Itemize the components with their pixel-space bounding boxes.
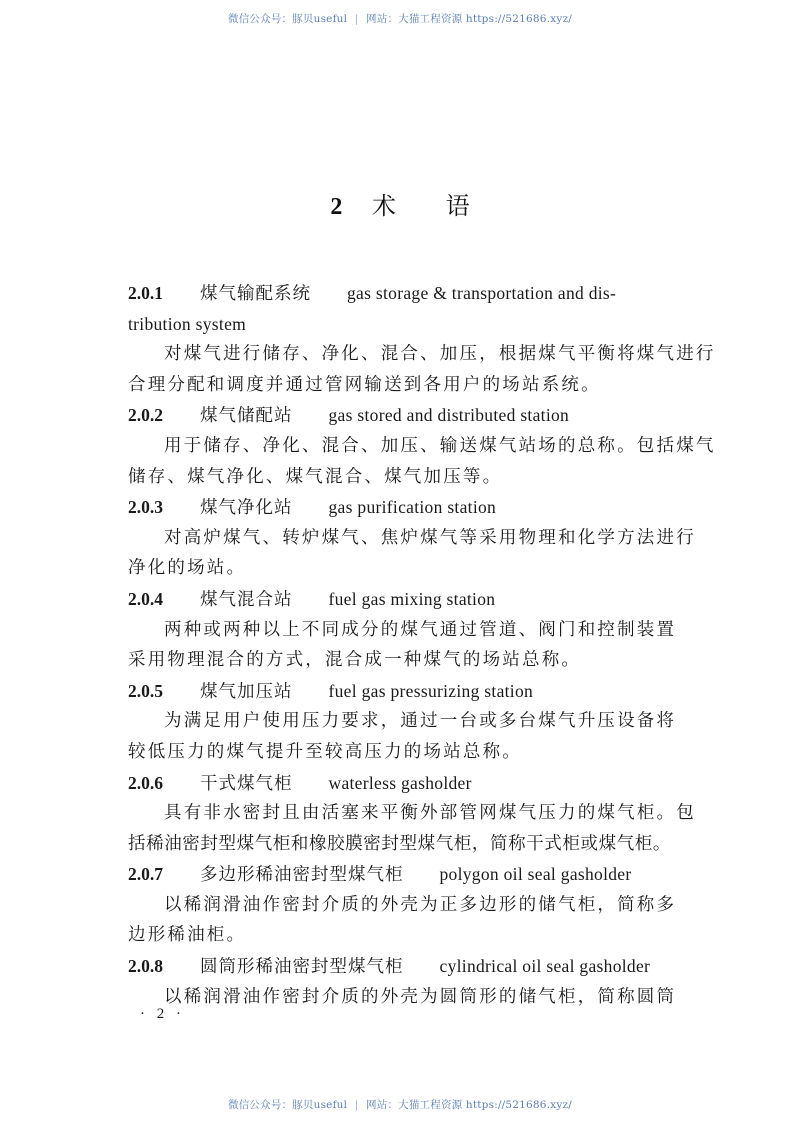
term-en: gas storage & transportation and dis- xyxy=(347,283,617,303)
term-heading xyxy=(128,951,688,982)
term-en: fuel gas mixing station xyxy=(328,588,496,609)
term-en: cylindrical oil seal gasholder xyxy=(439,956,651,977)
term-definition: 用于储存、净化、混合、加压、输送煤气站场的总称。包括煤气 xyxy=(164,435,716,456)
watermark-bottom xyxy=(0,1097,800,1112)
term-definition: 储存、煤气净化、煤气混合、煤气加压等。 xyxy=(128,466,503,487)
term-heading xyxy=(128,676,688,707)
chapter-title-char1: 术 xyxy=(372,192,396,220)
term-code: 2.0.3 xyxy=(128,497,163,518)
term-definition: 较低压力的煤气提升至较高压力的场站总称。 xyxy=(128,741,522,762)
term-heading xyxy=(128,278,688,309)
term-definition: 对高炉煤气、转炉煤气、焦炉煤气等采用物理和化学方法进行 xyxy=(164,527,696,548)
term-code: 2.0.8 xyxy=(128,956,163,977)
term-zh: 煤气输配系统 xyxy=(200,284,311,304)
chapter-title-char2: 语 xyxy=(445,192,470,220)
term-heading xyxy=(128,768,688,799)
watermark-separator: | xyxy=(354,13,359,25)
term-definition: 边形稀油柜。 xyxy=(128,925,247,946)
term-definition: 对煤气进行储存、净化、混合、加压，根据煤气平衡将煤气进行 xyxy=(164,344,716,365)
term-heading xyxy=(128,859,688,890)
watermark-wechat: 微信公众号：豚贝useful xyxy=(228,1099,348,1111)
term-heading xyxy=(128,492,688,523)
term-heading xyxy=(128,584,688,615)
watermark-top xyxy=(0,11,800,26)
term-en-continued: tribution system xyxy=(128,313,247,334)
term-definition: 括稀油密封型煤气柜和橡胶膜密封型煤气柜，简称干式柜或煤气柜。 xyxy=(128,833,671,854)
term-code: 2.0.4 xyxy=(128,588,163,609)
term-en: polygon oil seal gasholder xyxy=(439,864,632,885)
term-code: 2.0.6 xyxy=(128,772,163,793)
term-en: gas purification station xyxy=(328,497,497,518)
term-definition: 为满足用户使用压力要求，通过一台或多台煤气升压设备将 xyxy=(164,711,677,732)
term-zh: 煤气净化站 xyxy=(200,498,293,519)
term-definition: 以稀润滑油作密封介质的外壳为正多边形的储气柜，简称多 xyxy=(164,894,677,915)
term-en: waterless gasholder xyxy=(328,772,472,793)
term-definition: 采用物理混合的方式，混合成一种煤气的场站总称。 xyxy=(128,650,582,671)
page-number: · 2 · xyxy=(140,1006,185,1022)
term-zh: 多边形稀油密封型煤气柜 xyxy=(200,865,404,886)
watermark-website: 网站：大猫工程资源 https://521686.xyz/ xyxy=(366,1099,572,1111)
term-zh: 煤气加压站 xyxy=(200,681,293,702)
term-zh: 干式煤气柜 xyxy=(200,773,293,794)
term-en: fuel gas pressurizing station xyxy=(328,680,534,701)
term-definition: 合理分配和调度并通过管网输送到各用户的场站系统。 xyxy=(128,374,601,395)
term-heading xyxy=(128,400,688,431)
term-code: 2.0.2 xyxy=(128,405,163,426)
term-definition: 净化的场站。 xyxy=(128,558,247,579)
watermark-wechat: 微信公众号：豚贝useful xyxy=(228,13,348,25)
term-en: gas stored and distributed station xyxy=(328,405,570,426)
term-zh: 煤气混合站 xyxy=(200,589,293,610)
term-zh: 煤气储配站 xyxy=(200,406,293,427)
terms-content xyxy=(128,278,716,1012)
watermark-separator: | xyxy=(354,1099,359,1111)
term-definition: 两种或两种以上不同成分的煤气通过管道、阀门和控制装置 xyxy=(164,619,677,640)
chapter-number: 2 xyxy=(330,194,343,220)
term-code: 2.0.1 xyxy=(128,283,163,303)
term-definition: 具有非水密封且由活塞来平衡外部管网煤气压力的煤气柜。包 xyxy=(164,803,696,824)
term-definition: 以稀润滑油作密封介质的外壳为圆筒形的储气柜，简称圆筒 xyxy=(164,986,677,1007)
term-zh: 圆筒形稀油密封型煤气柜 xyxy=(200,957,404,978)
term-code: 2.0.5 xyxy=(128,680,163,701)
watermark-website: 网站：大猫工程资源 https://521686.xyz/ xyxy=(366,13,572,25)
term-code: 2.0.7 xyxy=(128,864,163,885)
chapter-title xyxy=(0,186,800,221)
